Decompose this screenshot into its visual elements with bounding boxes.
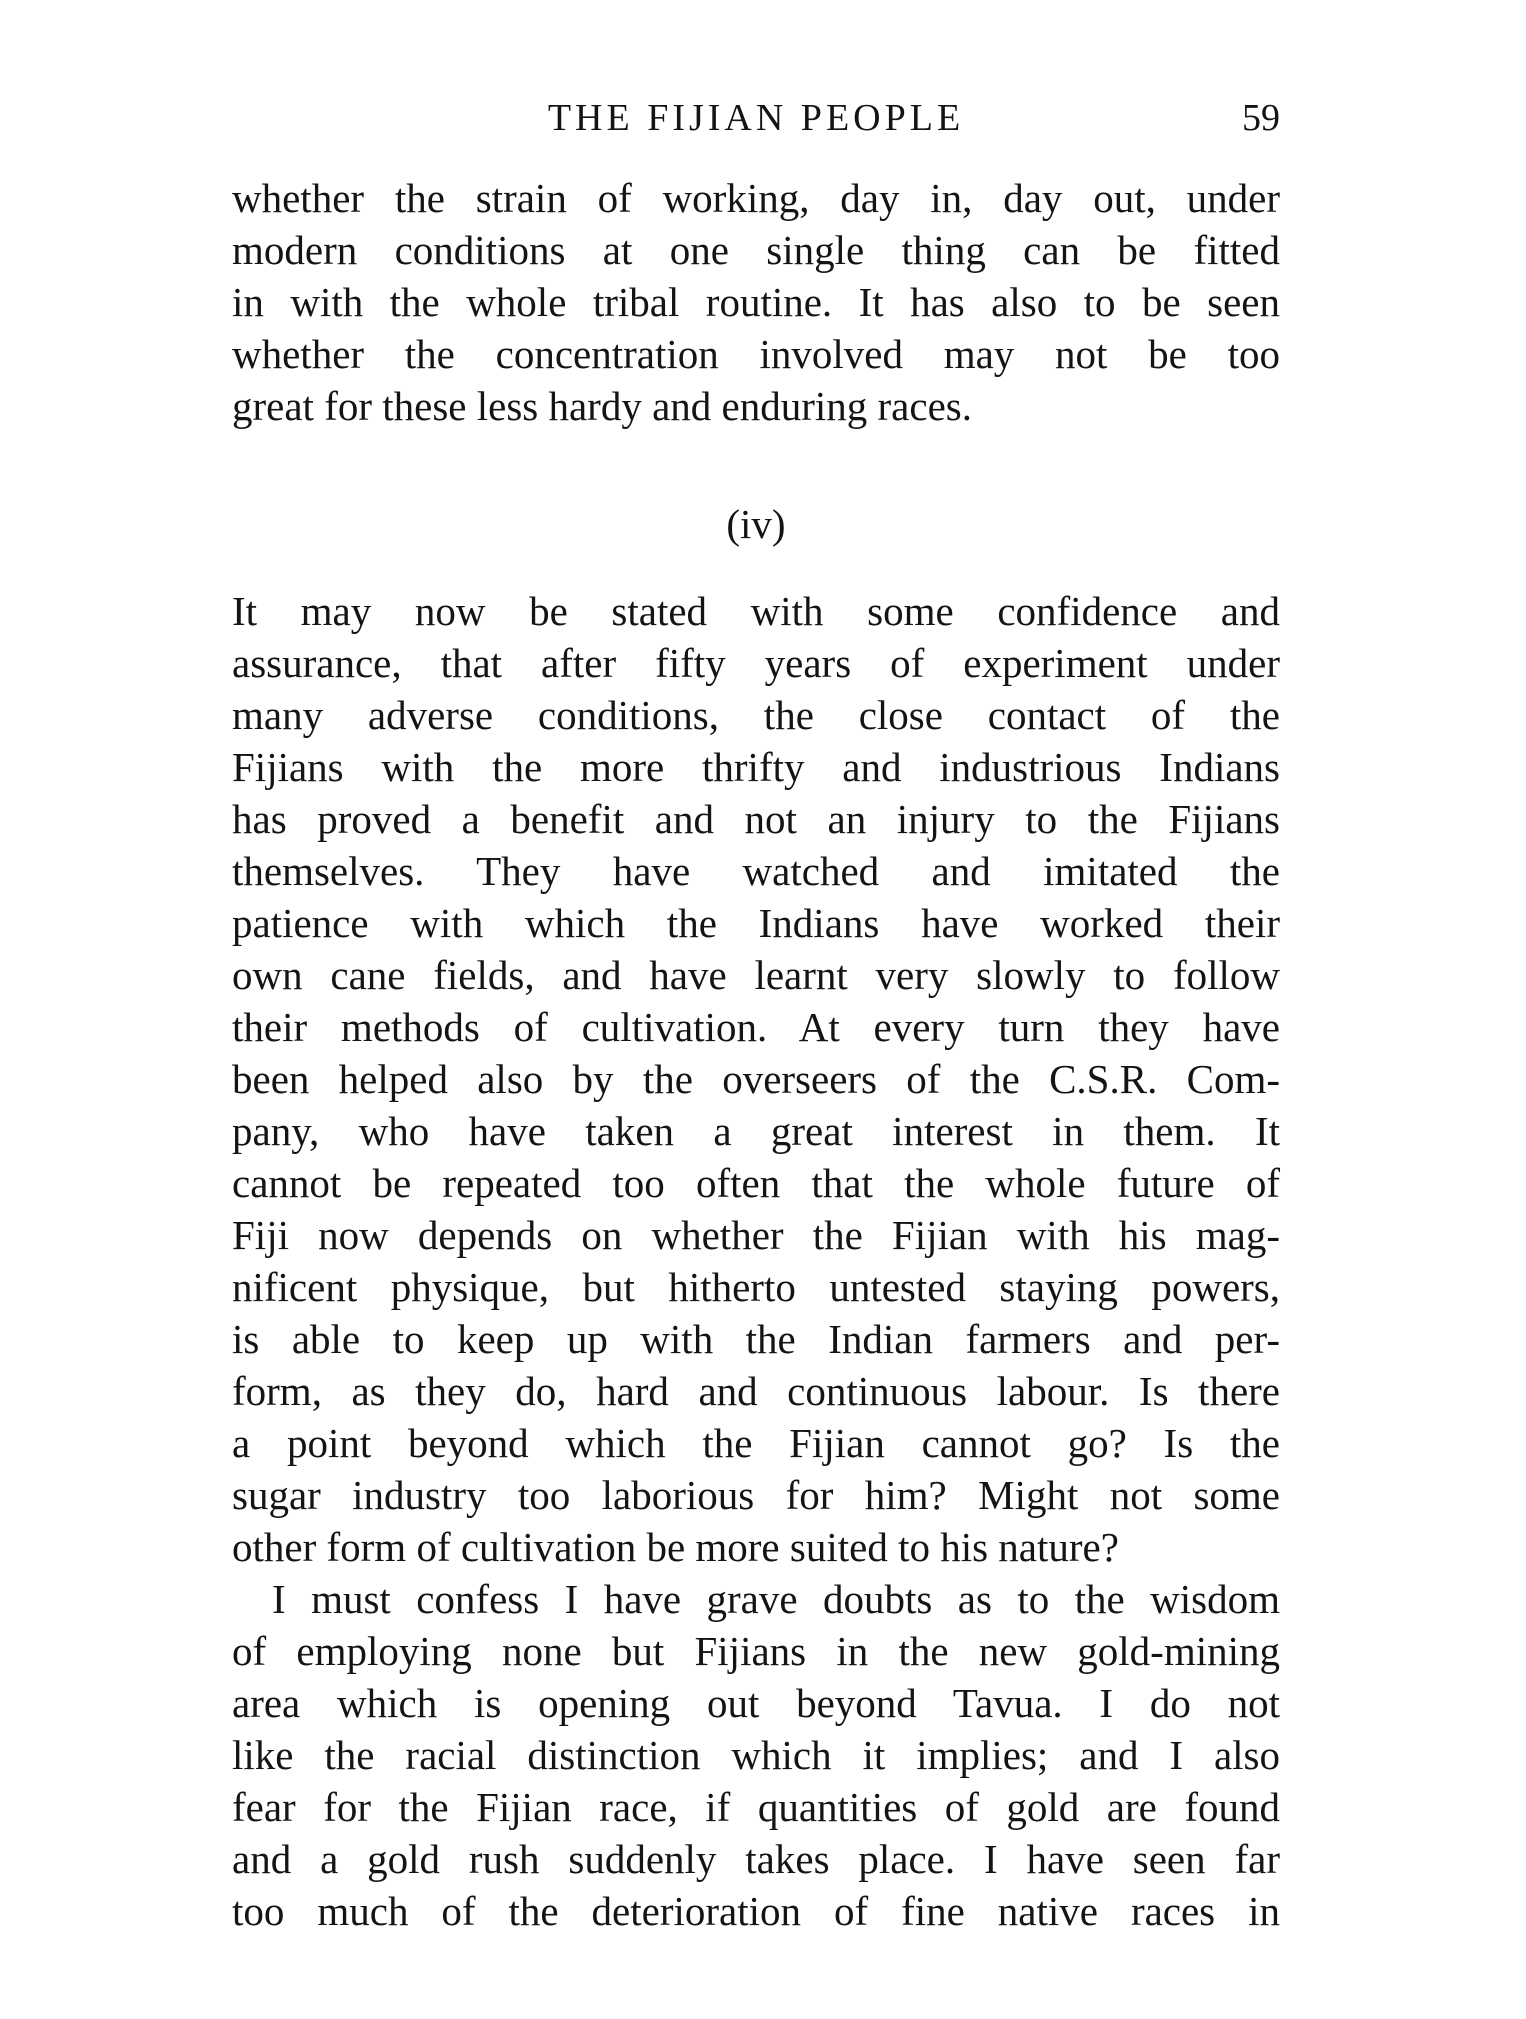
text-line: modern conditions at one single thing can be fitted [232, 227, 1280, 273]
text-line: their methods of cultivation. At every turn they have [232, 1004, 1280, 1050]
text-line: assurance, that after fifty years of experiment under [232, 640, 1280, 686]
text-line: many adverse conditions, the close contact of the [232, 692, 1280, 738]
running-head: THE FIJIAN PEOPLE [547, 97, 965, 139]
text-line: nificent physique, but hitherto untested staying powers, [232, 1264, 1280, 1310]
text-line: I must confess I have grave doubts as to the wisdom [272, 1576, 1280, 1622]
page-header [232, 92, 1280, 152]
text-line: fear for the Fijian race, if quantities of gold are found [232, 1784, 1280, 1830]
text-line: themselves. They have watched and imitated the [232, 848, 1280, 894]
text-line: has proved a benefit and not an injury to the Fijians [232, 796, 1280, 842]
page-number: 59 [1242, 97, 1280, 139]
text-line: of employing none but Fijians in the new gold-mining [232, 1628, 1280, 1674]
text-line: like the racial distinction which it implies; and I also [232, 1732, 1280, 1778]
text-line: Fiji now depends on whether the Fijian with his mag- [232, 1212, 1280, 1258]
text-line: patience with which the Indians have worked their [232, 900, 1280, 946]
text-line: been helped also by the overseers of the C.S.R. Com- [232, 1056, 1280, 1102]
paragraph-strain-of-working [232, 172, 1280, 432]
section-heading: (iv) [726, 501, 786, 547]
text-line: is able to keep up with the Indian farmers and per- [232, 1316, 1280, 1362]
section-iv-body [232, 585, 1280, 1937]
text-line: form, as they do, hard and continuous labour. Is there [232, 1368, 1280, 1414]
text-line: pany, who have taken a great interest in them. It [232, 1108, 1280, 1154]
text-line: great for these less hardy and enduring races. [232, 383, 972, 429]
text-line: too much of the deterioration of fine native races in [232, 1888, 1280, 1934]
text-line: own cane fields, and have learnt very slowly to follow [232, 952, 1280, 998]
paragraph-fijians-and-indians [232, 585, 1280, 1573]
text-line: area which is opening out beyond Tavua. I do not [232, 1680, 1280, 1726]
text-line: Fijians with the more thrifty and industrious Indians [232, 744, 1280, 790]
text-line: whether the concentration involved may not be too [232, 331, 1280, 377]
text-line: in with the whole tribal routine. It has also to be seen [232, 279, 1280, 325]
text-line: It may now be stated with some confidence and [232, 588, 1280, 634]
text-line: other form of cultivation be more suited to his nature? [232, 1524, 1119, 1570]
paragraph-gold-mining [232, 1573, 1280, 1937]
text-line: cannot be repeated too often that the whole future of [232, 1160, 1280, 1206]
text-line: and a gold rush suddenly takes place. I have seen far [232, 1836, 1280, 1882]
text-line: whether the strain of working, day in, day out, under [232, 175, 1280, 221]
text-line: a point beyond which the Fijian cannot go? Is the [232, 1420, 1280, 1466]
text-line: sugar industry too laborious for him? Might not some [232, 1472, 1280, 1518]
